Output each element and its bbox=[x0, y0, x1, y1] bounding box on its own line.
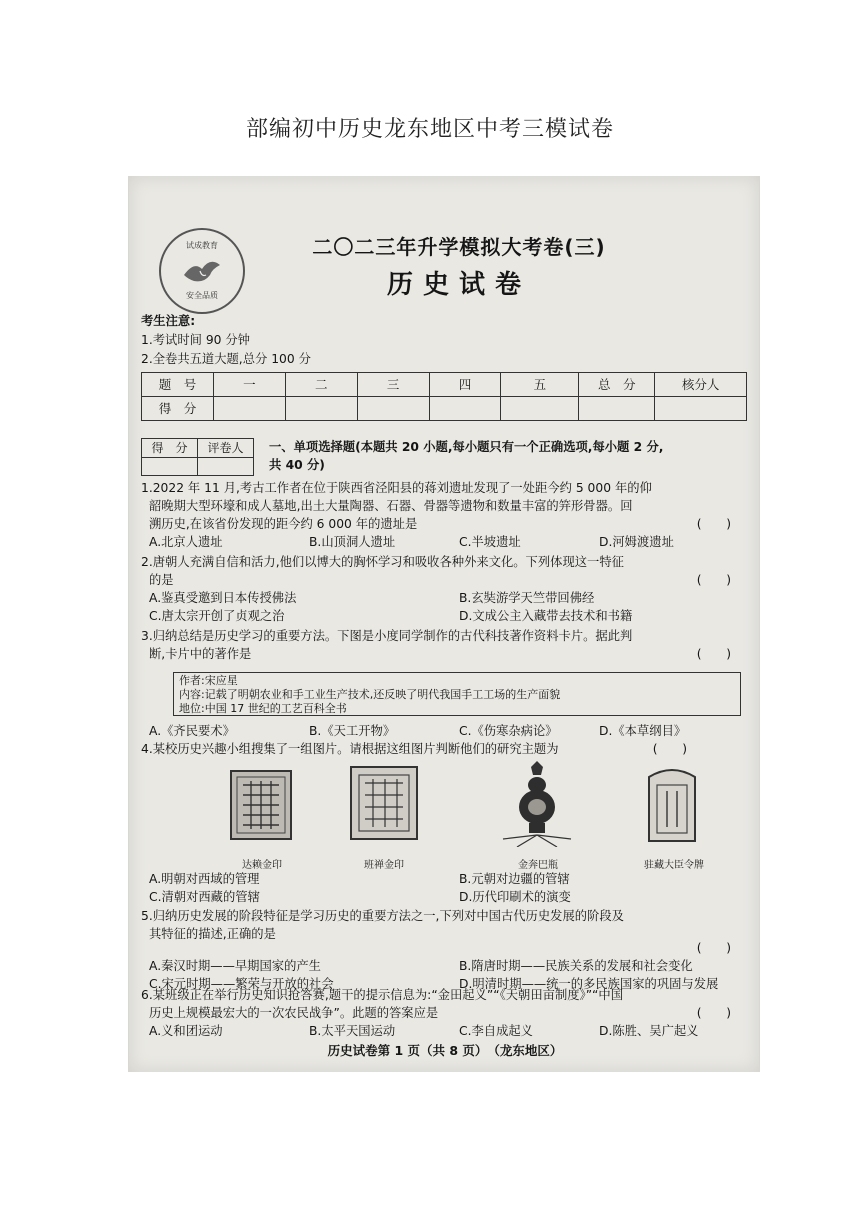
question-text: 6.某班级正在举行历史知识抢答赛,题干的提示信息为:“金田起义”“《天朝田亩制度》”“中国 bbox=[141, 988, 624, 1002]
grader-box bbox=[141, 438, 254, 476]
score-table-cell: 五 bbox=[501, 373, 579, 397]
exam-title: 二〇二三年升学模拟大考卷(三) bbox=[312, 235, 606, 259]
artifact-images bbox=[159, 761, 749, 871]
option-b[interactable]: B.隋唐时期——民族关系的发展和社会变化 bbox=[459, 959, 693, 973]
question-text: 2.唐朝人充满自信和活力,他们以博大的胸怀学习和吸收各种外来文化。下列体现这一特征 bbox=[141, 555, 624, 569]
option-b[interactable]: B.太平天国运动 bbox=[309, 1024, 396, 1038]
score-table-cell: 一 bbox=[213, 373, 285, 397]
section-heading bbox=[269, 438, 749, 474]
option-a[interactable]: A.北京人遗址 bbox=[149, 535, 223, 549]
score-entry-cell[interactable] bbox=[655, 397, 747, 421]
option-c[interactable]: C.半坡遗址 bbox=[459, 535, 521, 549]
options-row bbox=[141, 870, 747, 888]
answer-paren[interactable]: ( ) bbox=[696, 573, 731, 587]
question-stem: 4.某校历史兴趣小组搜集了一组图片。请根据这组图片判断他们的研究主题为 bbox=[141, 742, 559, 756]
answer-paren[interactable]: ( ) bbox=[696, 1006, 731, 1020]
score-entry-cell[interactable] bbox=[285, 397, 357, 421]
question-text bbox=[141, 645, 747, 663]
answer-paren[interactable]: ( ) bbox=[696, 941, 731, 955]
score-table bbox=[141, 372, 747, 421]
score-table-cell: 总 分 bbox=[579, 373, 655, 397]
option-d[interactable]: D.陈胜、吴广起义 bbox=[599, 1024, 699, 1038]
question-1 bbox=[141, 479, 747, 551]
option-d[interactable]: D.《本草纲目》 bbox=[599, 724, 687, 738]
question-text bbox=[141, 1004, 747, 1022]
document-title: 部编初中历史龙东地区中考三模试卷 bbox=[245, 117, 614, 142]
score-table-score-row bbox=[142, 397, 747, 421]
score-table-cell: 题 号 bbox=[142, 373, 214, 397]
option-c[interactable]: C.清朝对西藏的管辖 bbox=[149, 890, 260, 904]
card-content: 内容:记载了明朝农业和手工业生产技术,还反映了明代我国手工工场的生产面貌 bbox=[179, 688, 561, 701]
question-text bbox=[141, 740, 747, 758]
question-stem: 的是 bbox=[149, 573, 174, 587]
grader-box-label: 评卷人 bbox=[198, 439, 254, 458]
question-4 bbox=[141, 740, 747, 758]
option-a[interactable]: A.鉴真受邀到日本传授佛法 bbox=[149, 591, 297, 605]
score-table-cell: 二 bbox=[285, 373, 357, 397]
score-table-cell: 四 bbox=[429, 373, 501, 397]
question-5 bbox=[141, 907, 747, 993]
option-a[interactable]: A.明朝对西域的管理 bbox=[149, 872, 260, 886]
answer-paren[interactable]: ( ) bbox=[696, 517, 731, 531]
dove-icon bbox=[180, 255, 224, 287]
option-c[interactable]: C.宋元时期——繁荣与开放的社会 bbox=[149, 977, 334, 991]
image-caption: 达赖金印 bbox=[242, 860, 282, 871]
question-3 bbox=[141, 627, 747, 663]
notice-heading: 考生注意: bbox=[141, 314, 196, 328]
option-d[interactable]: D.明清时期——统一的多民族国家的巩固与发展 bbox=[459, 977, 719, 991]
option-c[interactable]: C.《伤寒杂病论》 bbox=[459, 724, 558, 738]
option-a[interactable]: A.义和团运动 bbox=[149, 1024, 223, 1038]
score-table-cell: 三 bbox=[357, 373, 429, 397]
question-stem: 断,卡片中的著作是 bbox=[149, 647, 252, 661]
score-entry-cell[interactable] bbox=[213, 397, 285, 421]
question-text: 1.2022 年 11 月,考古工作者在位于陕西省泾阳县的蒋刘遗址发现了一处距今约 5 000 年的仰 bbox=[141, 481, 652, 495]
options-row bbox=[141, 533, 747, 551]
notice-item: 2.全卷共五道大题,总分 100 分 bbox=[141, 352, 311, 366]
golden-urn-image bbox=[497, 761, 577, 847]
question-stem: 溯历史,在该省份发现的距今约 6 000 年的遗址是 bbox=[149, 517, 418, 531]
answer-paren[interactable]: ( ) bbox=[696, 647, 731, 661]
question-stem: 历史上规模最宏大的一次农民战争”。此题的答案应是 bbox=[149, 1006, 439, 1020]
score-entry-cell[interactable] bbox=[357, 397, 429, 421]
grader-entry-cell[interactable] bbox=[142, 458, 198, 476]
question-4-options bbox=[141, 870, 747, 906]
answer-paren[interactable]: ( ) bbox=[652, 742, 687, 756]
option-a[interactable]: A.秦汉时期——早期国家的产生 bbox=[149, 959, 321, 973]
score-entry-cell[interactable] bbox=[501, 397, 579, 421]
options-row bbox=[141, 722, 747, 740]
grader-box-label: 得 分 bbox=[142, 439, 198, 458]
question-6 bbox=[141, 986, 747, 1040]
option-d[interactable]: D.文成公主入藏带去技术和书籍 bbox=[459, 609, 633, 623]
image-caption: 驻藏大臣令牌 bbox=[644, 860, 704, 871]
score-table-header-row bbox=[142, 373, 747, 397]
resource-card bbox=[173, 672, 741, 716]
score-table-cell: 核分人 bbox=[655, 373, 747, 397]
card-author: 作者:宋应星 bbox=[179, 674, 238, 687]
option-d[interactable]: D.河姆渡遗址 bbox=[599, 535, 674, 549]
option-c[interactable]: C.唐太宗开创了贞观之治 bbox=[149, 609, 285, 623]
options-row bbox=[141, 1022, 747, 1040]
options-row bbox=[141, 607, 747, 625]
question-text bbox=[141, 515, 747, 533]
score-entry-cell[interactable] bbox=[429, 397, 501, 421]
options-row bbox=[141, 888, 747, 906]
option-b[interactable]: B.玄奘游学天竺带回佛经 bbox=[459, 591, 595, 605]
image-caption: 金奔巴瓶 bbox=[518, 860, 558, 871]
seal-bottom-text: 安全品质 bbox=[186, 291, 218, 300]
seal-top-text: 试成教育 bbox=[186, 241, 218, 250]
subject-title: 历史试卷 bbox=[386, 270, 531, 300]
option-b[interactable]: B.山顶洞人遗址 bbox=[309, 535, 396, 549]
option-b[interactable]: B.元朝对边疆的管辖 bbox=[459, 872, 570, 886]
amban-token-image bbox=[645, 763, 699, 843]
dalai-gold-seal-image bbox=[229, 769, 293, 841]
panchen-gold-seal-image bbox=[349, 765, 419, 841]
image-caption: 班禅金印 bbox=[364, 860, 404, 871]
question-text: 3.归纳总结是历史学习的重要方法。下图是小度同学制作的古代科技著作资料卡片。据此判 bbox=[141, 629, 633, 643]
question-text: 其特征的描述,正确的是 bbox=[149, 927, 276, 941]
question-2 bbox=[141, 553, 747, 625]
score-entry-cell[interactable] bbox=[579, 397, 655, 421]
options-row bbox=[141, 589, 747, 607]
question-text: 韶晚期大型环壕和成人墓地,出土大量陶器、石器、骨器等遗物和数量丰富的笄形骨器。回 bbox=[149, 499, 633, 513]
option-b[interactable]: B.《天工开物》 bbox=[309, 724, 396, 738]
section-heading-line: 共 40 分) bbox=[269, 458, 325, 472]
options-row bbox=[141, 957, 747, 975]
question-text: 5.归纳历史发展的阶段特征是学习历史的重要方法之一,下列对中国古代历史发展的阶段及 bbox=[141, 909, 624, 923]
question-text bbox=[141, 571, 747, 589]
grader-entry-cell[interactable] bbox=[198, 458, 254, 476]
notice-item: 1.考试时间 90 分钟 bbox=[141, 333, 250, 347]
scanned-exam-page bbox=[128, 176, 760, 1072]
option-d[interactable]: D.历代印刷术的演变 bbox=[459, 890, 571, 904]
page-footer: 历史试卷第 1 页（共 8 页） （龙东地区） bbox=[327, 1043, 563, 1058]
option-c[interactable]: C.李自成起义 bbox=[459, 1024, 533, 1038]
score-table-cell: 得 分 bbox=[142, 397, 214, 421]
card-status: 地位:中国 17 世纪的工艺百科全书 bbox=[179, 702, 347, 715]
section-heading-line: 一、单项选择题(本题共 20 小题,每小题只有一个正确选项,每小题 2 分, bbox=[269, 440, 664, 454]
option-a[interactable]: A.《齐民要术》 bbox=[149, 724, 235, 738]
school-seal bbox=[159, 228, 245, 314]
